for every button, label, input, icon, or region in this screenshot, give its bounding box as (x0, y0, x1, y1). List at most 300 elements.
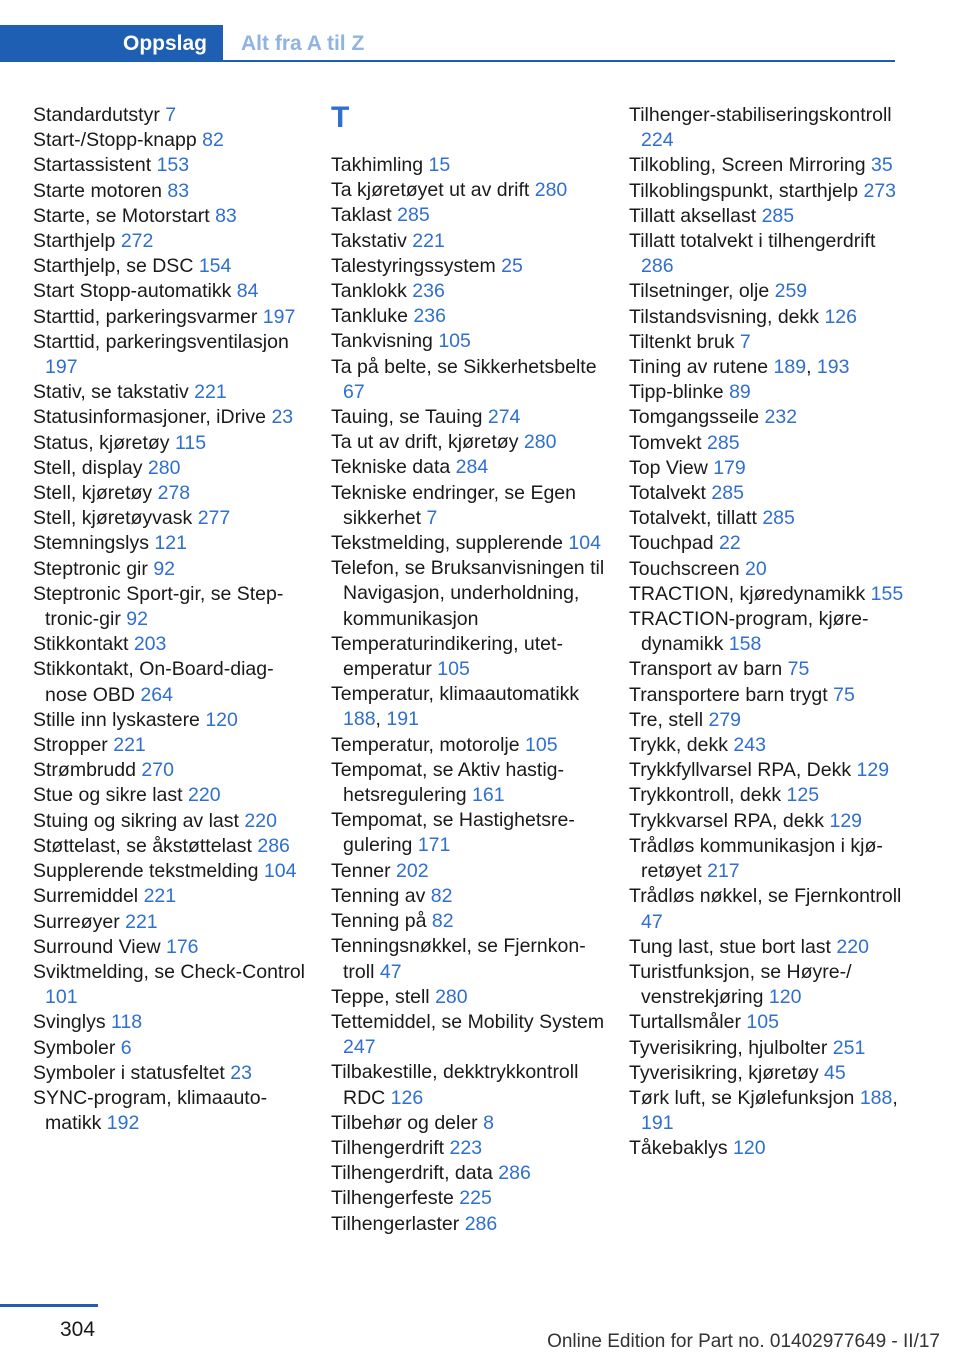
page-link[interactable]: 278 (157, 482, 191, 505)
index-entry (629, 733, 904, 758)
index-entry (33, 632, 308, 657)
index-term: Ta kjøretøyet ut av drift (331, 179, 530, 202)
page-link[interactable]: 273 (863, 179, 897, 202)
index-entry (33, 582, 308, 632)
index-term: Standardutstyr (33, 104, 160, 126)
page-link[interactable]: 47 (641, 910, 663, 933)
index-term: Tilhengerfeste (331, 1187, 454, 1210)
index-term: Steptronic gir (33, 557, 148, 580)
page-link[interactable]: 285 (761, 204, 795, 227)
index-entry (629, 456, 904, 481)
index-term: Tenning av (331, 884, 426, 907)
page-link[interactable]: 92 (153, 557, 176, 580)
page-link[interactable]: 259 (774, 280, 808, 303)
page-link[interactable]: 285 (711, 482, 744, 505)
index-term: Ta på belte, se Sikkerhetsbelte (331, 355, 597, 378)
index-entry (629, 1136, 904, 1161)
page-link[interactable]: 126 (390, 1086, 424, 1109)
index-entry (629, 305, 904, 330)
index-term: Top View (629, 456, 708, 479)
index-term: Steptronic Sport-gir, se Steptronic-gir (33, 582, 284, 631)
page-link[interactable]: 189 (773, 356, 807, 379)
page-link[interactable]: 221 (113, 734, 146, 757)
index-entry (33, 960, 308, 1010)
index-entry (33, 1086, 308, 1136)
index-entry (331, 229, 606, 254)
page-link[interactable]: 223 (449, 1136, 483, 1159)
page-link[interactable]: 7 (165, 104, 177, 126)
index-entry (629, 657, 904, 682)
index-term: Svinglys (33, 1011, 106, 1034)
index-term: Touchpad (629, 532, 714, 555)
index-entry (331, 632, 606, 682)
index-entry (629, 153, 904, 178)
page-link[interactable]: 232 (764, 406, 798, 429)
index-entry: Tining av rutene 189, 193 (629, 356, 850, 379)
index-term: Stue og sikre last (33, 784, 183, 807)
index-term: SYNC-program, klimaautomatikk (33, 1086, 268, 1135)
index-term: Touchscreen (629, 557, 740, 580)
index-term: Tyverisikring, hjulbolter (629, 1036, 828, 1059)
page-link[interactable]: 84 (236, 280, 259, 303)
index-entry (33, 103, 308, 128)
index-entry (33, 884, 308, 909)
page-link[interactable]: 154 (198, 255, 232, 278)
index-entry (331, 733, 606, 758)
index-term: Trykkvarsel RPA, dekk (629, 809, 825, 832)
page-link[interactable]: 285 (762, 507, 795, 530)
index-entry (331, 304, 606, 329)
index-entry (33, 859, 308, 884)
index-term: Tilhengerdrift (331, 1136, 445, 1159)
page-link[interactable]: 221 (194, 381, 227, 404)
page-link[interactable]: 277 (197, 507, 231, 530)
index-entry (629, 582, 904, 607)
page-link[interactable]: 82 (431, 910, 454, 933)
page-link[interactable]: 220 (188, 784, 221, 807)
index-entry (629, 431, 904, 456)
index-term: Supplerende tekstmelding (33, 860, 259, 883)
index-entry (33, 204, 308, 229)
page-link[interactable]: 280 (523, 431, 557, 454)
index-entry (331, 405, 606, 430)
section-letter: T (331, 101, 350, 134)
index-entry (331, 430, 606, 455)
page-link[interactable]: 217 (707, 860, 740, 883)
index-term: Stativ, se takstativ (33, 381, 189, 404)
index-entry (33, 758, 308, 783)
index-term: Tenningsnøkkel, se Fjernkontroll (331, 935, 586, 983)
page-link[interactable]: 188 (343, 708, 376, 731)
page-link[interactable]: 120 (768, 986, 802, 1009)
index-term: Symboler (33, 1036, 116, 1059)
index-term: Tilstandsvisning, dekk (629, 305, 820, 328)
index-term: Turtallsmåler (629, 1011, 741, 1034)
page-link[interactable]: 23 (230, 1061, 252, 1084)
header-rule (0, 60, 895, 62)
index-entry (33, 935, 308, 960)
index-term: Stikkontakt, On-Board-diagnose OBD (33, 658, 274, 706)
page-link[interactable]: 92 (126, 608, 148, 631)
page-link[interactable]: 220 (836, 935, 869, 958)
page-link[interactable]: 221 (125, 910, 158, 933)
page-link[interactable]: 221 (412, 229, 445, 252)
index-entry (629, 935, 904, 960)
index-term: Takstativ (331, 229, 407, 252)
index-entry (33, 531, 308, 556)
index-entry (629, 330, 904, 355)
page-link[interactable]: 188 (859, 1086, 893, 1109)
index-entry (33, 557, 308, 582)
page-link[interactable]: 179 (713, 456, 746, 479)
index-entry (33, 254, 308, 279)
page-link[interactable]: 279 (708, 708, 742, 731)
index-entry (33, 910, 308, 935)
index-entry (629, 229, 904, 279)
index-term: Stikkontakt (33, 633, 129, 656)
tab-alt-fra-a-til-z[interactable]: Alt fra A til Z (223, 25, 895, 62)
footer-rule (0, 1304, 98, 1307)
index-entry (331, 279, 606, 304)
page-link[interactable]: 105 (525, 733, 558, 756)
page-link[interactable]: 105 (746, 1011, 779, 1034)
index-term: TRACTION-program, kjøredynamikk (629, 608, 869, 656)
page-link[interactable]: 264 (140, 683, 173, 706)
index-term: Turistfunksjon, se Høyre-/ venstrekjøring (629, 960, 852, 1009)
index-term: Teppe, stell (331, 985, 430, 1008)
index-entry (331, 758, 606, 808)
index-term: Trykkontroll, dekk (629, 784, 782, 807)
index-term: Tankluke (331, 305, 408, 328)
index-entry (629, 1036, 904, 1061)
index-entry (629, 960, 904, 1010)
page-link[interactable]: 23 (271, 406, 294, 429)
index-entry (33, 1061, 308, 1086)
index-entry (331, 1010, 606, 1060)
page-link[interactable]: 197 (262, 305, 296, 328)
index-term: Tørk luft, se Kjølefunksjon (629, 1086, 855, 1109)
page-link[interactable]: 47 (379, 960, 402, 983)
page-link[interactable]: 272 (120, 230, 154, 253)
page-link[interactable]: 280 (534, 179, 568, 202)
page-link[interactable]: 101 (45, 986, 78, 1009)
index-entry (629, 683, 904, 708)
index-entry (629, 783, 904, 808)
index-term: Tyverisikring, kjøretøy (629, 1061, 819, 1084)
index-term: Trykk, dekk (629, 734, 728, 757)
index-entry (331, 355, 606, 405)
page-link[interactable]: 193 (816, 356, 850, 379)
page-link[interactable]: 270 (141, 759, 174, 782)
index-entry (629, 1010, 904, 1035)
page-link[interactable]: 286 (641, 255, 674, 278)
index-entry (331, 1186, 606, 1211)
index-term: Tilhengerdrift, data (331, 1162, 493, 1185)
index-term: Tåkebaklys (629, 1137, 728, 1160)
index-entry (331, 203, 606, 228)
page-link[interactable]: 192 (106, 1112, 140, 1135)
page-link[interactable]: 129 (829, 809, 863, 832)
page-link[interactable]: 25 (501, 254, 523, 277)
index-entry (629, 758, 904, 783)
page-link[interactable]: 35 (871, 154, 893, 177)
index-entry (629, 708, 904, 733)
index-term: Starttid, parkeringsventilasjon (33, 330, 289, 353)
index-term: Tomgangsseile (629, 406, 760, 429)
index-term: Tillatt aksellast (629, 204, 757, 227)
index-entry (33, 809, 308, 834)
index-term: Tilbakestille, dekktrykkontroll RDC (331, 1061, 579, 1109)
index-term: Tilhengerlaster (331, 1212, 460, 1235)
page-link[interactable]: 8 (483, 1111, 494, 1134)
page-link[interactable]: 20 (745, 557, 767, 580)
page-link[interactable]: 285 (397, 204, 430, 227)
index-entry (629, 103, 904, 153)
page-link[interactable]: 286 (257, 834, 290, 857)
page-link[interactable]: 121 (154, 532, 187, 555)
index-entry (331, 1136, 606, 1161)
page-link[interactable]: 286 (498, 1162, 531, 1185)
index-entry (331, 556, 606, 632)
index-term: Støttelast, se åkstøttelast (33, 834, 252, 857)
index-term: Tempomat, se Hastighetsregulering (331, 809, 575, 857)
index-term: Tining av rutene (629, 356, 769, 379)
index-entry (33, 153, 308, 178)
index-entry (629, 481, 904, 506)
index-entry (33, 657, 308, 707)
index-entry (331, 1161, 606, 1186)
index-term: Starthjelp (33, 230, 116, 253)
index-column-2 (331, 103, 606, 1237)
page-link[interactable]: 197 (45, 356, 78, 379)
index-entry (33, 506, 308, 531)
page-link[interactable]: 115 (174, 431, 207, 454)
index-entry (33, 708, 308, 733)
index-term: Tanklokk (331, 280, 407, 303)
index-term: Start-/Stopp-knapp (33, 129, 197, 152)
index-entry (33, 431, 308, 456)
page-link[interactable]: 7 (739, 330, 751, 353)
index-term: Tiltenkt bruk (629, 330, 735, 353)
index-term: Tekniske data (331, 456, 451, 479)
index-entry (331, 329, 606, 354)
index-entry (331, 808, 606, 858)
index-entry (629, 1061, 904, 1086)
index-entry (331, 153, 606, 178)
page-link[interactable]: 105 (438, 330, 471, 353)
index-term: Totalvekt, tillatt (629, 507, 757, 530)
index-column-3 (629, 103, 904, 1162)
page-link[interactable]: 6 (120, 1036, 132, 1059)
index-term: Tomvekt (629, 431, 702, 454)
index-term: TRACTION, kjøredynamikk (629, 582, 866, 605)
index-entry (629, 531, 904, 556)
index-term: Tipp-blinke (629, 381, 724, 404)
index-entry (331, 481, 606, 531)
index-entry (33, 380, 308, 405)
page-link[interactable]: 125 (786, 784, 820, 807)
page-link[interactable]: 236 (412, 280, 445, 303)
page-link[interactable]: 67 (343, 380, 365, 403)
index-term: Surround View (33, 935, 161, 958)
page-link[interactable]: 225 (459, 1187, 492, 1210)
index-entry: Temperatur, klimaautomatikk 188, 191 (331, 683, 580, 731)
index-entry (331, 934, 606, 984)
page-link[interactable]: 285 (707, 431, 740, 454)
page-link[interactable]: 118 (111, 1011, 143, 1034)
index-term: Tre, stell (629, 708, 704, 731)
index-term: Stuing og sikring av last (33, 809, 239, 832)
index-entry (629, 884, 904, 934)
index-entry (331, 1212, 606, 1237)
index-entry (33, 481, 308, 506)
page-link[interactable]: 224 (641, 129, 674, 152)
index-term: Tilbehør og deler (331, 1111, 478, 1134)
index-entry (331, 909, 606, 934)
page-link[interactable]: 22 (719, 532, 741, 555)
page-link[interactable]: 236 (413, 305, 446, 328)
page-link[interactable]: 126 (824, 305, 857, 328)
index-term: Tilkoblingspunkt, starthjelp (629, 179, 859, 202)
index-term: Startassistent (33, 154, 152, 177)
index-entry (33, 783, 308, 808)
page-link[interactable]: 274 (487, 406, 521, 429)
page-link[interactable]: 284 (455, 456, 489, 479)
page-link[interactable]: 280 (435, 985, 468, 1008)
index-term: Takhimling (331, 154, 424, 176)
page-link[interactable]: 104 (263, 860, 297, 883)
index-entry (33, 834, 308, 859)
index-entry (629, 279, 904, 304)
page-link[interactable]: 243 (733, 734, 766, 757)
index-term: Temperaturindikering, utetemperatur (331, 632, 563, 681)
index-term: Starte, se Motorstart (33, 204, 210, 227)
page-link[interactable]: 75 (833, 683, 855, 706)
page-link[interactable]: 221 (143, 885, 177, 908)
page-link[interactable]: 83 (167, 179, 190, 202)
index-term: Tettemiddel, se Mobility System (331, 1010, 605, 1033)
index-entry: Tørk luft, se Kjølefunksjon 188, 191 (629, 1086, 898, 1135)
index-term: Starthjelp, se DSC (33, 255, 194, 278)
index-term: Totalvekt (629, 482, 706, 505)
page-link[interactable]: 280 (147, 456, 181, 479)
page-link[interactable]: 203 (133, 633, 167, 656)
index-entry (33, 733, 308, 758)
page-link[interactable]: 155 (870, 582, 904, 605)
edition-note: Online Edition for Part no. 01402977649 - II/17 (547, 1331, 940, 1352)
index-entry (33, 1036, 308, 1061)
page-link[interactable]: 15 (428, 154, 451, 176)
page-link[interactable]: 83 (215, 204, 237, 227)
index-term: Trådløs nøkkel, se Fjernkontroll (629, 885, 902, 908)
index-entry (33, 330, 308, 380)
index-term: Tilkobling, Screen Mirroring (629, 154, 866, 177)
index-entry (33, 405, 308, 430)
index-entry (33, 179, 308, 204)
index-entry (33, 456, 308, 481)
index-entry (331, 884, 606, 909)
index-entry (331, 1111, 606, 1136)
index-entry (629, 557, 904, 582)
index-entry (629, 405, 904, 430)
page-link[interactable]: 158 (728, 633, 762, 656)
page-number: 304 (60, 1318, 96, 1341)
index-entry (33, 229, 308, 254)
index-entry (629, 809, 904, 834)
index-term: Tankvisning (331, 330, 433, 353)
index-term: Sviktmelding, se Check-Control (33, 960, 306, 983)
index-entry (331, 985, 606, 1010)
index-term: Trykkfyllvarsel RPA, Dekk (629, 759, 852, 782)
tab-oppslag[interactable]: Oppslag (0, 25, 223, 62)
index-term: Starte motoren (33, 179, 162, 202)
index-term: Stell, kjøretøyvask (33, 507, 193, 530)
page-link[interactable]: 7 (426, 506, 438, 529)
page-link[interactable]: 176 (165, 935, 199, 958)
page-link[interactable]: 82 (430, 884, 453, 907)
index-term: Talestyringssystem (331, 254, 496, 277)
page-link[interactable]: 171 (417, 834, 451, 857)
index-entry (629, 506, 904, 531)
page-link[interactable]: 161 (472, 784, 505, 807)
index-term: Tilsetninger, olje (629, 280, 770, 303)
page-link[interactable]: 82 (202, 129, 224, 152)
page-link[interactable]: 247 (343, 1036, 376, 1059)
index-term: Start Stopp-automatikk (33, 280, 232, 303)
page-link[interactable]: 45 (824, 1061, 846, 1084)
index-entry (331, 254, 606, 279)
index-term: Tillatt totalvekt i tilhengerdrift (629, 230, 876, 253)
index-term: Stell, kjøretøy (33, 482, 153, 505)
index-term: Stille inn lyskastere (33, 708, 200, 731)
index-entry (629, 380, 904, 405)
index-term: Telefon, se Bruksanvisningen til Navigasjon, underholdning, kommunikasjon (331, 557, 605, 630)
index-term: Transportere barn trygt (629, 683, 828, 706)
index-term: Temperatur, motorolje (331, 733, 520, 756)
index-entry (331, 178, 606, 203)
index-term: Statusinformasjoner, iDrive (33, 406, 267, 429)
page-link[interactable]: 75 (787, 658, 810, 681)
page-link[interactable]: 120 (733, 1137, 766, 1160)
page-link[interactable]: 89 (729, 381, 751, 404)
page-link[interactable]: 104 (568, 532, 601, 555)
index-entry (33, 305, 308, 330)
page-link[interactable]: 191 (641, 1112, 674, 1135)
page-link[interactable]: 202 (396, 859, 429, 882)
index-entry (33, 128, 308, 153)
page-link[interactable]: 153 (156, 154, 190, 177)
page-link[interactable]: 251 (832, 1036, 866, 1059)
header-tabs (0, 25, 895, 62)
index-term: Surreøyer (33, 910, 120, 933)
index-term: Strømbrudd (33, 759, 136, 782)
index-entry (33, 279, 308, 304)
page-link[interactable]: 220 (244, 809, 277, 832)
page-link[interactable]: 105 (437, 658, 470, 681)
index-entry (629, 204, 904, 229)
index-entry (629, 834, 904, 884)
index-term: Tekniske endringer, se Egen sikkerhet (331, 481, 576, 529)
index-term: Tung last, stue bort last (629, 935, 831, 958)
page-link[interactable]: 120 (205, 708, 238, 731)
page-link[interactable]: 129 (856, 759, 890, 782)
page-link[interactable]: 191 (386, 708, 419, 731)
index-entry (331, 531, 606, 556)
page-link[interactable]: 286 (464, 1212, 498, 1235)
index-entry (33, 1010, 308, 1035)
index-term: Symboler i statusfeltet (33, 1061, 225, 1084)
index-term: Trådløs kommunikasjon i kjøretøyet (629, 834, 883, 883)
